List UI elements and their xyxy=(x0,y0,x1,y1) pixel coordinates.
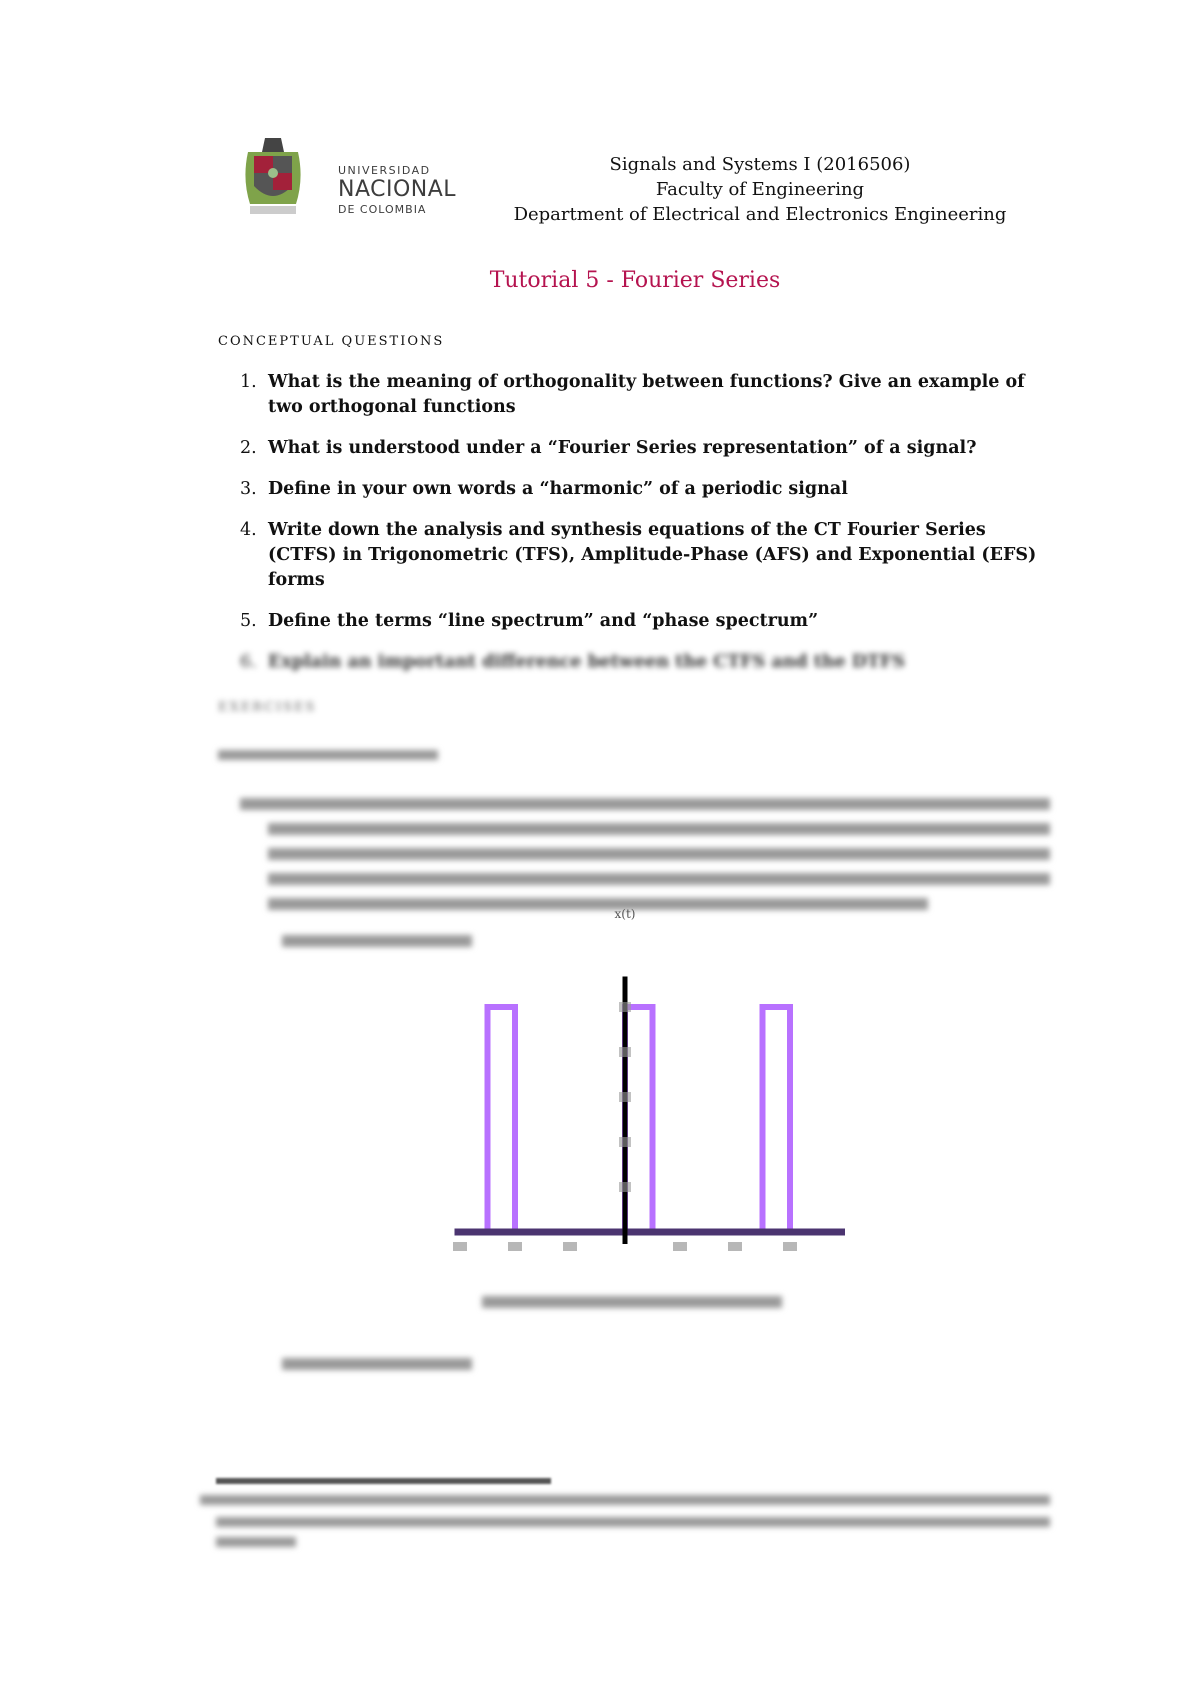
footnote-rule xyxy=(216,1478,551,1484)
question-list xyxy=(218,370,1048,691)
question-text: What is understood under a “Fourier Series representation” of a signal? xyxy=(268,438,977,458)
y-tick-label xyxy=(619,1092,631,1102)
x-tick-label xyxy=(453,1242,467,1251)
question-number: 4. xyxy=(240,520,257,540)
section-heading: CONCEPTUAL QUESTIONS xyxy=(218,334,445,349)
question-item xyxy=(218,370,1048,420)
question-text: What is the meaning of orthogonality between functions? Give an example of two orthogonal functions xyxy=(268,372,1025,417)
question-item-blurred xyxy=(218,650,1048,675)
question-text: Define the terms “line spectrum” and “phase spectrum” xyxy=(268,611,819,631)
question-number: 5. xyxy=(240,611,257,631)
y-tick-label xyxy=(619,1047,631,1057)
x-tick-label xyxy=(728,1242,742,1251)
question-text: Define in your own words a “harmonic” of a periodic signal xyxy=(268,479,848,499)
logo-line3: DE COLOMBIA xyxy=(338,203,427,216)
y-tick-label xyxy=(619,1137,631,1147)
signal-pulse xyxy=(488,1007,516,1232)
x-tick-label xyxy=(783,1242,797,1251)
exercises-heading: EXERCISES xyxy=(218,700,317,715)
y-tick-label xyxy=(619,1002,631,1012)
x-tick-label xyxy=(673,1242,687,1251)
question-number: 6. xyxy=(240,652,257,672)
university-logo-crest xyxy=(240,134,306,218)
question-item xyxy=(218,436,1048,461)
x-tick-label xyxy=(563,1242,577,1251)
department-name: Department of Electrical and Electronics Engineering xyxy=(513,204,1007,225)
question-number: 1. xyxy=(240,372,257,392)
signal-pulse xyxy=(763,1007,791,1232)
x-tick-label xyxy=(508,1242,522,1251)
question-item xyxy=(218,518,1048,593)
signal-plot xyxy=(400,900,860,1260)
question-text: Explain an important difference between the CTFS and the DTFS xyxy=(268,652,905,672)
course-name: Signals and Systems I (2016506) xyxy=(609,154,911,175)
question-number: 3. xyxy=(240,479,257,499)
question-item xyxy=(218,609,1048,634)
university-logo-text xyxy=(338,164,456,216)
question-text: Write down the analysis and synthesis equations of the CT Fourier Series (CTFS) in Trigonometric (TFS), Amplitude-Phase (AFS) and Exponential (EFS) forms xyxy=(268,520,1037,590)
faculty-name: Faculty of Engineering xyxy=(655,179,865,200)
course-header xyxy=(490,152,1030,227)
page-title: Tutorial 5 - Fourier Series xyxy=(489,268,781,293)
question-item xyxy=(218,477,1048,502)
signal-pulse xyxy=(625,1007,653,1232)
y-tick-label xyxy=(619,1182,631,1192)
y-axis-label: x(t) xyxy=(614,907,636,921)
logo-line2: NACIONAL xyxy=(338,177,457,202)
logo-line1: UNIVERSIDAD xyxy=(338,164,431,177)
question-number: 2. xyxy=(240,438,257,458)
